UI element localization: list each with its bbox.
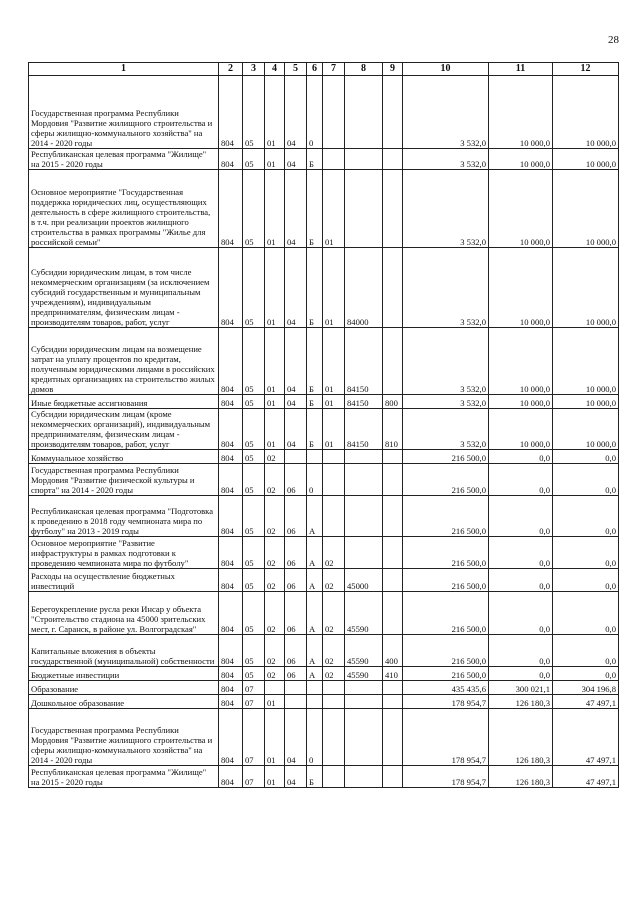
table-row <box>29 709 619 766</box>
col-2: 804 <box>219 496 243 537</box>
col-10-amount: 178 954,7 <box>403 766 489 788</box>
col-10-amount: 216 500,0 <box>403 667 489 681</box>
col-10-amount: 3 532,0 <box>403 76 489 149</box>
col-10-amount: 3 532,0 <box>403 170 489 248</box>
col-6: 0 <box>307 464 323 496</box>
table-row <box>29 695 619 709</box>
item-name: Расходы на осуществление бюджетных инвестиций <box>29 569 219 592</box>
item-name: Субсидии юридическим лицам на возмещение затрат на уплату процентов по кредитам, полученным юридическими лицами в российских кредитных организациях на строительство жилых домов <box>29 328 219 395</box>
col-2: 804 <box>219 149 243 170</box>
col-9 <box>383 76 403 149</box>
col-2: 804 <box>219 709 243 766</box>
col-3: 07 <box>243 681 265 695</box>
col-10-amount: 216 500,0 <box>403 592 489 635</box>
col-11-amount: 10 000,0 <box>489 149 553 170</box>
col-3: 05 <box>243 149 265 170</box>
col-5 <box>285 695 307 709</box>
item-name: Коммунальное хозяйство <box>29 450 219 464</box>
col-6: 0 <box>307 709 323 766</box>
col-9 <box>383 170 403 248</box>
item-name: Образование <box>29 681 219 695</box>
col-3: 07 <box>243 695 265 709</box>
header-cell: 7 <box>323 63 345 76</box>
col-10-amount: 216 500,0 <box>403 635 489 667</box>
col-8 <box>345 464 383 496</box>
col-11-amount: 0,0 <box>489 635 553 667</box>
col-10-amount: 216 500,0 <box>403 450 489 464</box>
item-name: Дошкольное образование <box>29 695 219 709</box>
col-11-amount: 10 000,0 <box>489 170 553 248</box>
col-3: 05 <box>243 76 265 149</box>
col-8: 45000 <box>345 569 383 592</box>
col-2: 804 <box>219 635 243 667</box>
col-12-amount: 0,0 <box>553 592 619 635</box>
header-cell: 4 <box>265 63 285 76</box>
col-2: 804 <box>219 766 243 788</box>
col-4: 02 <box>265 592 285 635</box>
col-5: 06 <box>285 537 307 569</box>
col-6: А <box>307 592 323 635</box>
col-4: 02 <box>265 537 285 569</box>
col-11-amount: 10 000,0 <box>489 248 553 328</box>
header-cell: 3 <box>243 63 265 76</box>
col-6: Б <box>307 766 323 788</box>
col-4: 01 <box>265 766 285 788</box>
col-7 <box>323 496 345 537</box>
col-11-amount: 0,0 <box>489 569 553 592</box>
col-6: Б <box>307 409 323 450</box>
col-8: 45590 <box>345 592 383 635</box>
col-7: 01 <box>323 248 345 328</box>
col-9 <box>383 248 403 328</box>
col-8 <box>345 709 383 766</box>
col-8 <box>345 496 383 537</box>
col-4: 02 <box>265 569 285 592</box>
table-row <box>29 667 619 681</box>
col-8: 84150 <box>345 395 383 409</box>
col-7: 02 <box>323 667 345 681</box>
col-6: А <box>307 569 323 592</box>
col-4: 01 <box>265 76 285 149</box>
col-7: 01 <box>323 170 345 248</box>
col-4: 02 <box>265 667 285 681</box>
col-12-amount: 0,0 <box>553 496 619 537</box>
col-10-amount: 3 532,0 <box>403 395 489 409</box>
item-name: Основное мероприятие "Государственная поддержка юридических лиц, осуществляющих деятельность в сфере жилищного строительства, в т.ч. при реализации проектов жилищного строительства в рамках программы "Жилье для российской семьи" <box>29 170 219 248</box>
table-row <box>29 170 619 248</box>
col-3: 05 <box>243 464 265 496</box>
col-8 <box>345 537 383 569</box>
col-10-amount: 178 954,7 <box>403 695 489 709</box>
col-12-amount: 10 000,0 <box>553 76 619 149</box>
col-11-amount: 0,0 <box>489 592 553 635</box>
col-10-amount: 435 435,6 <box>403 681 489 695</box>
col-3: 05 <box>243 537 265 569</box>
col-7: 01 <box>323 395 345 409</box>
col-6: А <box>307 496 323 537</box>
col-12-amount: 10 000,0 <box>553 170 619 248</box>
col-9: 800 <box>383 395 403 409</box>
table-row <box>29 569 619 592</box>
col-3: 05 <box>243 409 265 450</box>
item-name: Берегоукрепление русла реки Инсар у объекта "Строительство стадиона на 45000 зрительских мест, г. Саранск, в районе ул. Волгоградская" <box>29 592 219 635</box>
col-7: 02 <box>323 569 345 592</box>
col-4 <box>265 681 285 695</box>
header-cell: 12 <box>553 63 619 76</box>
col-5: 06 <box>285 496 307 537</box>
col-3: 07 <box>243 766 265 788</box>
col-12-amount: 10 000,0 <box>553 149 619 170</box>
col-2: 804 <box>219 76 243 149</box>
col-10-amount: 216 500,0 <box>403 569 489 592</box>
col-3: 07 <box>243 709 265 766</box>
col-5: 06 <box>285 667 307 681</box>
col-12-amount: 10 000,0 <box>553 395 619 409</box>
item-name: Бюджетные инвестиции <box>29 667 219 681</box>
table-row <box>29 409 619 450</box>
header-cell: 9 <box>383 63 403 76</box>
col-9 <box>383 592 403 635</box>
col-4: 01 <box>265 695 285 709</box>
header-cell: 5 <box>285 63 307 76</box>
table-row <box>29 464 619 496</box>
col-8 <box>345 170 383 248</box>
col-6: А <box>307 667 323 681</box>
item-name: Субсидии юридическим лицам (кроме некоммерческих организаций), индивидуальным предпринимателям, физическим лицам - производителям товаров, работ, услуг <box>29 409 219 450</box>
table-row <box>29 328 619 395</box>
col-4: 02 <box>265 496 285 537</box>
col-3: 05 <box>243 667 265 681</box>
col-2: 804 <box>219 537 243 569</box>
col-12-amount: 304 196,8 <box>553 681 619 695</box>
col-5: 04 <box>285 170 307 248</box>
col-3: 05 <box>243 395 265 409</box>
col-5: 04 <box>285 328 307 395</box>
header-row <box>29 63 619 76</box>
col-2: 804 <box>219 681 243 695</box>
col-10-amount: 216 500,0 <box>403 496 489 537</box>
item-name: Республиканская целевая программа "Подготовка к проведению в 2018 году чемпионата мира по футболу" на 2013 - 2019 годы <box>29 496 219 537</box>
col-9 <box>383 496 403 537</box>
item-name: Государственная программа Республики Мордовия "Развитие жилищного строительства и сферы жилищно-коммунального хозяйства" на 2014 - 2020 годы <box>29 76 219 149</box>
item-name: Субсидии юридическим лицам, в том числе некоммерческим организациям (за исключением субсидий государственным и муниципальным учреждениям), индивидуальным предпринимателям, физическим лицам - производителям товаров, работ, услуг <box>29 248 219 328</box>
col-2: 804 <box>219 464 243 496</box>
col-9 <box>383 681 403 695</box>
budget-table <box>28 62 619 788</box>
col-5: 06 <box>285 592 307 635</box>
col-6: Б <box>307 248 323 328</box>
col-9: 810 <box>383 409 403 450</box>
col-11-amount: 0,0 <box>489 496 553 537</box>
col-9 <box>383 766 403 788</box>
col-6 <box>307 681 323 695</box>
col-4: 01 <box>265 709 285 766</box>
col-3: 05 <box>243 635 265 667</box>
col-6: А <box>307 537 323 569</box>
col-12-amount: 47 497,1 <box>553 709 619 766</box>
col-12-amount: 10 000,0 <box>553 248 619 328</box>
col-12-amount: 0,0 <box>553 464 619 496</box>
col-11-amount: 10 000,0 <box>489 395 553 409</box>
col-6: Б <box>307 170 323 248</box>
col-12-amount: 10 000,0 <box>553 328 619 395</box>
col-4: 02 <box>265 450 285 464</box>
col-7: 02 <box>323 537 345 569</box>
col-8: 84150 <box>345 409 383 450</box>
header-cell: 2 <box>219 63 243 76</box>
col-7 <box>323 695 345 709</box>
col-9 <box>383 569 403 592</box>
col-2: 804 <box>219 170 243 248</box>
col-5: 06 <box>285 464 307 496</box>
col-2: 804 <box>219 328 243 395</box>
col-2: 804 <box>219 395 243 409</box>
item-name: Иные бюджетные ассигнования <box>29 395 219 409</box>
table-row <box>29 149 619 170</box>
col-5: 04 <box>285 149 307 170</box>
col-5: 04 <box>285 766 307 788</box>
col-12-amount: 0,0 <box>553 635 619 667</box>
table-row <box>29 76 619 149</box>
header-cell: 11 <box>489 63 553 76</box>
col-2: 804 <box>219 450 243 464</box>
table-row <box>29 681 619 695</box>
col-2: 804 <box>219 695 243 709</box>
col-11-amount: 126 180,3 <box>489 709 553 766</box>
col-9 <box>383 537 403 569</box>
col-8 <box>345 681 383 695</box>
col-3: 05 <box>243 248 265 328</box>
col-9 <box>383 450 403 464</box>
col-8 <box>345 450 383 464</box>
col-5: 04 <box>285 248 307 328</box>
col-9 <box>383 328 403 395</box>
table-row <box>29 248 619 328</box>
col-8 <box>345 695 383 709</box>
col-8: 84150 <box>345 328 383 395</box>
col-5: 04 <box>285 709 307 766</box>
col-11-amount: 10 000,0 <box>489 76 553 149</box>
col-7: 02 <box>323 592 345 635</box>
col-4: 02 <box>265 635 285 667</box>
col-5: 06 <box>285 569 307 592</box>
col-2: 804 <box>219 409 243 450</box>
col-7 <box>323 709 345 766</box>
table-row <box>29 592 619 635</box>
col-7: 01 <box>323 328 345 395</box>
col-10-amount: 216 500,0 <box>403 464 489 496</box>
col-3: 05 <box>243 450 265 464</box>
col-8: 84000 <box>345 248 383 328</box>
col-10-amount: 178 954,7 <box>403 709 489 766</box>
col-11-amount: 126 180,3 <box>489 695 553 709</box>
col-8 <box>345 76 383 149</box>
col-8 <box>345 149 383 170</box>
col-9: 410 <box>383 667 403 681</box>
col-9 <box>383 464 403 496</box>
table-row <box>29 395 619 409</box>
col-4: 01 <box>265 248 285 328</box>
item-name: Государственная программа Республики Мордовия "Развитие жилищного строительства и сферы жилищно-коммунального хозяйства" на 2014 - 2020 годы <box>29 709 219 766</box>
col-12-amount: 47 497,1 <box>553 695 619 709</box>
col-7 <box>323 681 345 695</box>
col-7 <box>323 464 345 496</box>
header-cell: 8 <box>345 63 383 76</box>
col-9 <box>383 695 403 709</box>
col-2: 804 <box>219 248 243 328</box>
col-4: 01 <box>265 409 285 450</box>
col-4: 01 <box>265 395 285 409</box>
col-11-amount: 126 180,3 <box>489 766 553 788</box>
table-row <box>29 496 619 537</box>
item-name: Государственная программа Республики Мордовия "Развитие физической культуры и спорта" на 2014 - 2020 годы <box>29 464 219 496</box>
col-12-amount: 0,0 <box>553 667 619 681</box>
col-6: Б <box>307 328 323 395</box>
col-12-amount: 0,0 <box>553 450 619 464</box>
col-8: 45590 <box>345 667 383 681</box>
col-5: 04 <box>285 76 307 149</box>
col-7 <box>323 766 345 788</box>
col-12-amount: 10 000,0 <box>553 409 619 450</box>
col-9 <box>383 709 403 766</box>
col-7 <box>323 149 345 170</box>
col-11-amount: 0,0 <box>489 667 553 681</box>
col-4: 02 <box>265 464 285 496</box>
header-cell: 1 <box>29 63 219 76</box>
col-4: 01 <box>265 328 285 395</box>
col-9: 400 <box>383 635 403 667</box>
header-cell: 6 <box>307 63 323 76</box>
col-3: 05 <box>243 592 265 635</box>
col-10-amount: 3 532,0 <box>403 149 489 170</box>
col-5: 04 <box>285 409 307 450</box>
col-11-amount: 300 021,1 <box>489 681 553 695</box>
col-11-amount: 0,0 <box>489 450 553 464</box>
col-11-amount: 0,0 <box>489 537 553 569</box>
table-row <box>29 450 619 464</box>
col-7 <box>323 450 345 464</box>
table-row <box>29 635 619 667</box>
col-5 <box>285 450 307 464</box>
col-5: 06 <box>285 635 307 667</box>
item-name: Республиканская целевая программа "Жилище" на 2015 - 2020 годы <box>29 766 219 788</box>
col-3: 05 <box>243 496 265 537</box>
col-6: 0 <box>307 76 323 149</box>
col-6 <box>307 695 323 709</box>
col-6: А <box>307 635 323 667</box>
col-2: 804 <box>219 592 243 635</box>
col-10-amount: 216 500,0 <box>403 537 489 569</box>
col-10-amount: 3 532,0 <box>403 248 489 328</box>
item-name: Основное мероприятие "Развитие инфраструктуры в рамках подготовки к проведению чемпионата мира по футболу" <box>29 537 219 569</box>
col-2: 804 <box>219 667 243 681</box>
header-cell: 10 <box>403 63 489 76</box>
col-11-amount: 10 000,0 <box>489 328 553 395</box>
page-number: 28 <box>608 34 619 46</box>
col-11-amount: 10 000,0 <box>489 409 553 450</box>
col-5: 04 <box>285 395 307 409</box>
col-4: 01 <box>265 170 285 248</box>
col-10-amount: 3 532,0 <box>403 409 489 450</box>
col-10-amount: 3 532,0 <box>403 328 489 395</box>
col-3: 05 <box>243 170 265 248</box>
col-12-amount: 0,0 <box>553 537 619 569</box>
item-name: Республиканская целевая программа "Жилище" на 2015 - 2020 годы <box>29 149 219 170</box>
col-9 <box>383 149 403 170</box>
col-6: Б <box>307 149 323 170</box>
col-3: 05 <box>243 328 265 395</box>
col-7: 01 <box>323 409 345 450</box>
col-3: 05 <box>243 569 265 592</box>
table-row <box>29 537 619 569</box>
col-6: Б <box>307 395 323 409</box>
col-11-amount: 0,0 <box>489 464 553 496</box>
col-12-amount: 47 497,1 <box>553 766 619 788</box>
col-8 <box>345 766 383 788</box>
item-name: Капитальные вложения в объекты государственной (муниципальной) собственности <box>29 635 219 667</box>
col-6 <box>307 450 323 464</box>
col-5 <box>285 681 307 695</box>
col-8: 45590 <box>345 635 383 667</box>
col-12-amount: 0,0 <box>553 569 619 592</box>
col-7 <box>323 76 345 149</box>
col-4: 01 <box>265 149 285 170</box>
col-2: 804 <box>219 569 243 592</box>
table-row <box>29 766 619 788</box>
col-7: 02 <box>323 635 345 667</box>
